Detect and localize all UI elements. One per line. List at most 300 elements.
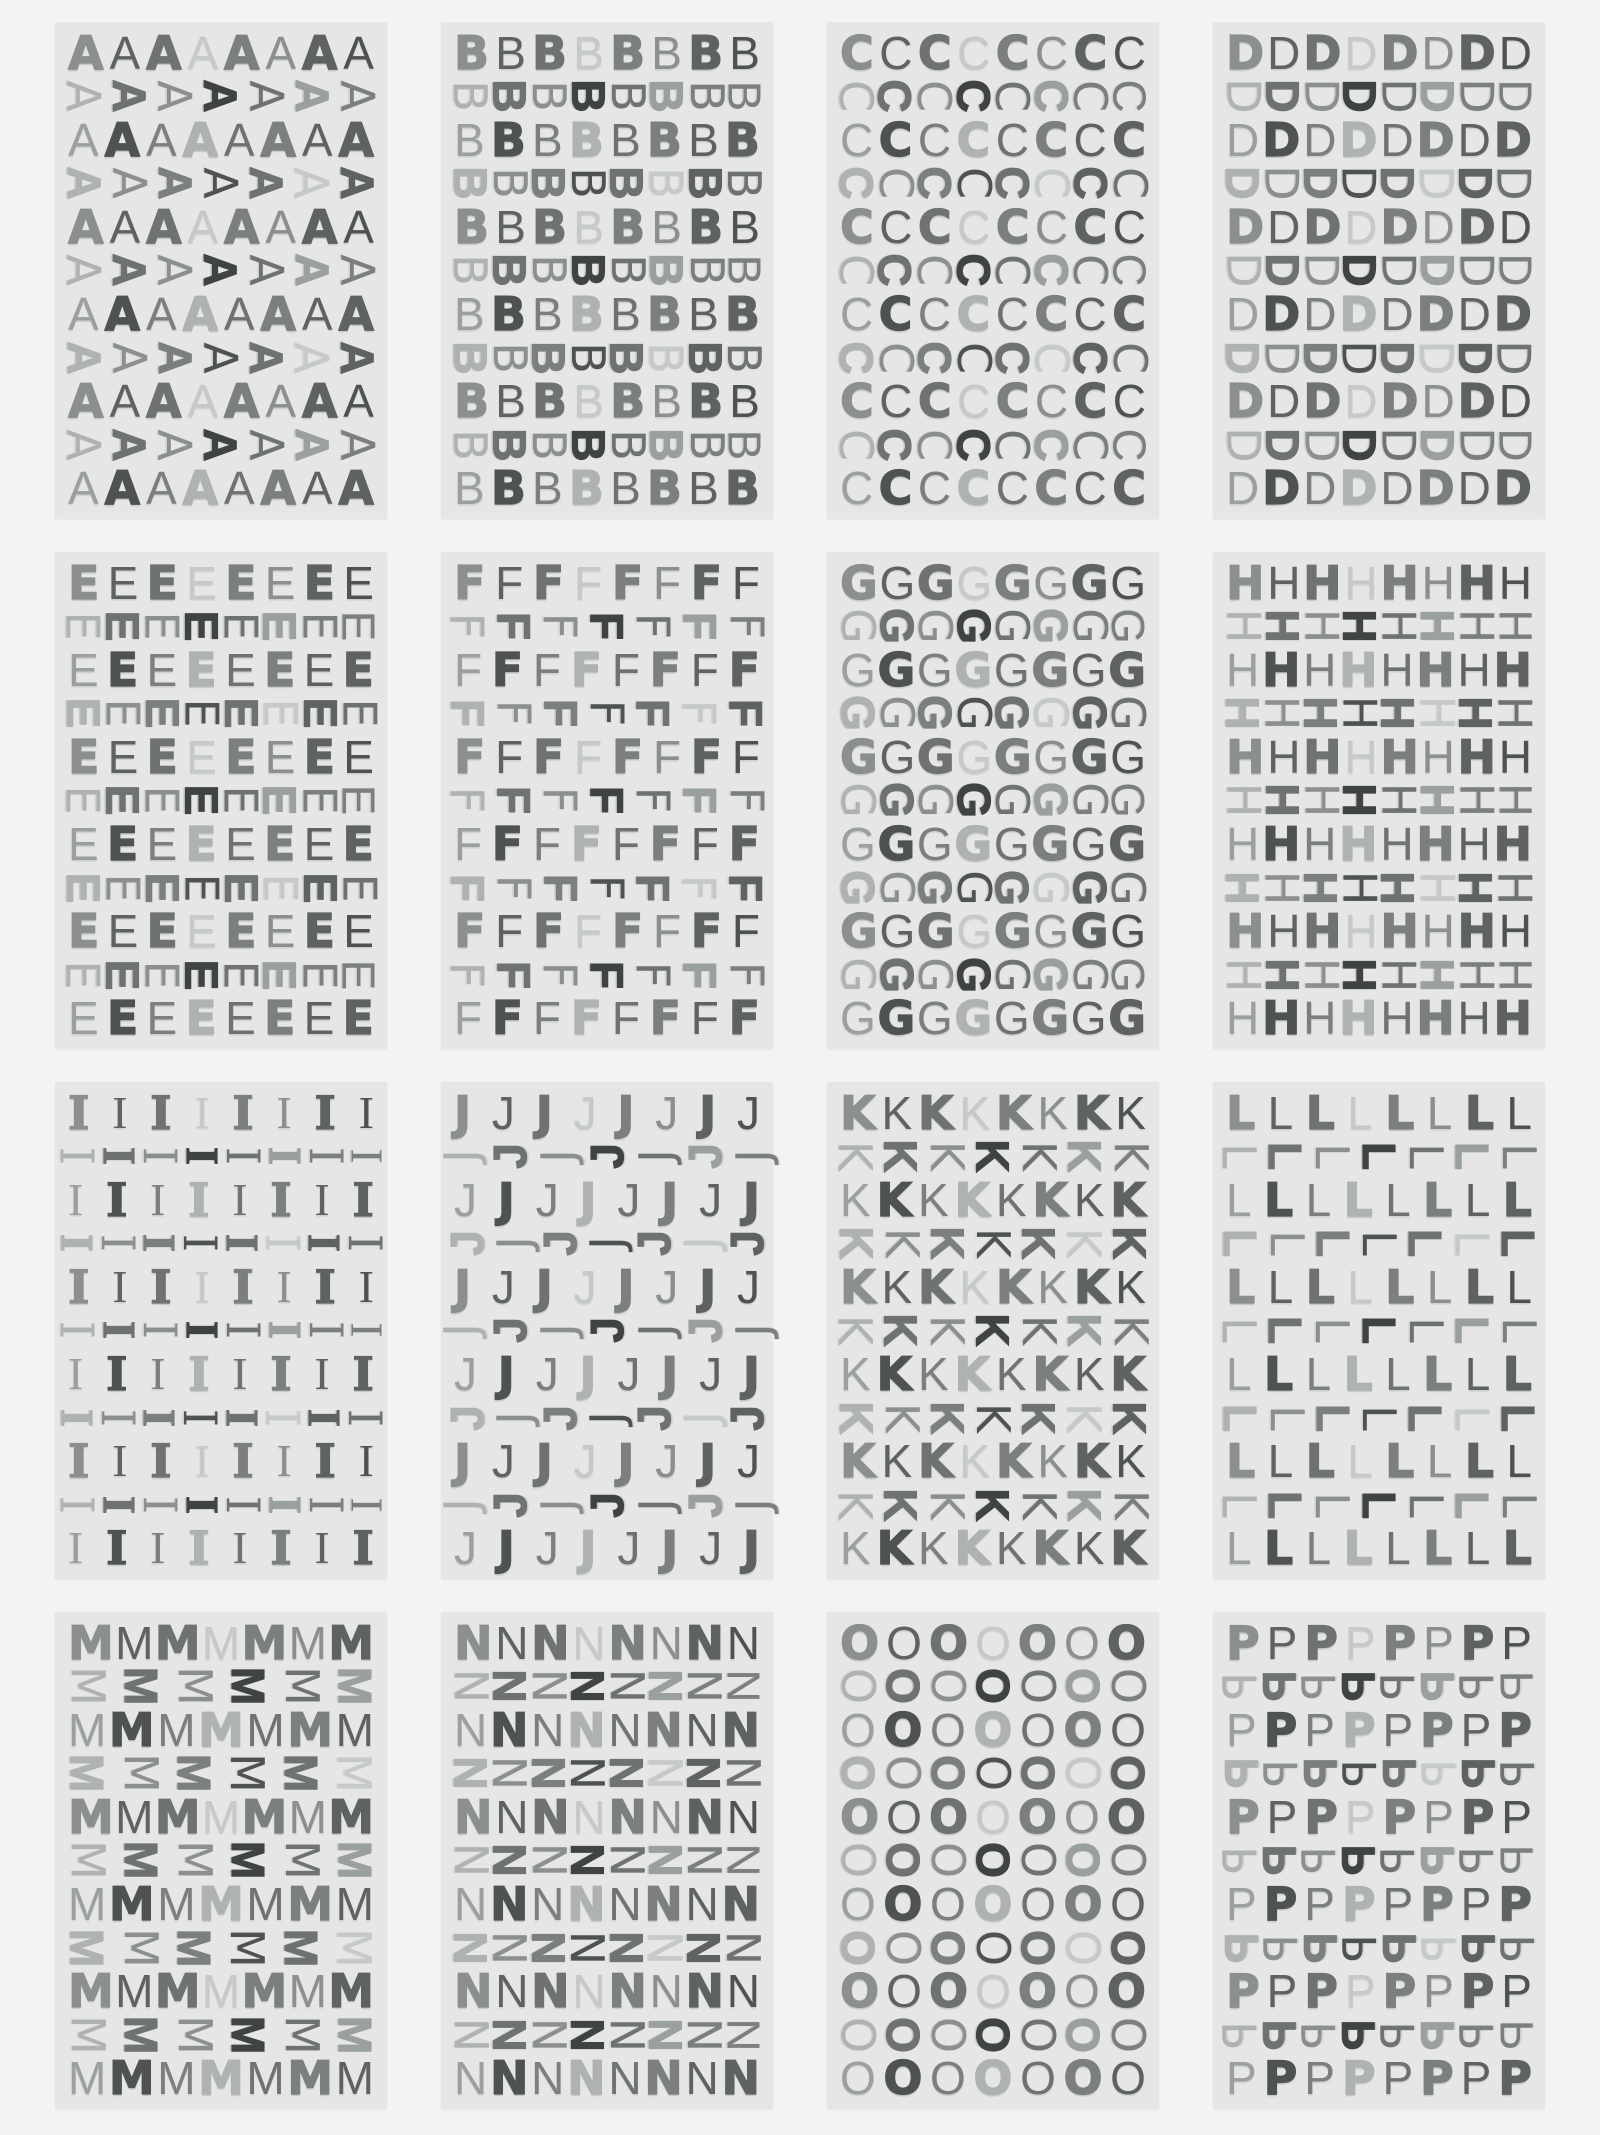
letter-glyph-G: G bbox=[869, 869, 924, 906]
upright-glyph-row bbox=[454, 555, 760, 610]
letter-glyph-E: E bbox=[95, 698, 150, 728]
letter-glyph-E: E bbox=[95, 785, 148, 816]
letter-glyph-K: K bbox=[954, 1521, 991, 1576]
letter-glyph-O: O bbox=[1064, 1616, 1100, 1669]
letter-glyph-N: N bbox=[677, 2017, 732, 2053]
letter-glyph-G: G bbox=[1070, 643, 1107, 696]
letter-glyph-C: C bbox=[985, 428, 1040, 461]
letter-glyph-F: F bbox=[570, 817, 603, 872]
letter-glyph-O: O bbox=[1056, 1755, 1111, 1792]
letter-glyph-J: J bbox=[699, 1085, 717, 1140]
letter-glyph-H: H bbox=[1449, 783, 1504, 818]
letter-glyph-N: N bbox=[522, 1756, 575, 1790]
letter-glyph-J: J bbox=[580, 1143, 633, 1169]
letter-glyph-A: A bbox=[343, 26, 374, 79]
letter-glyph-B: B bbox=[568, 112, 604, 167]
letter-glyph-I: I bbox=[314, 1522, 330, 1574]
letter-glyph-A: A bbox=[286, 428, 339, 462]
letter-glyph-K: K bbox=[966, 1488, 1019, 1522]
letter-glyph-L: L bbox=[1306, 1229, 1359, 1258]
letter-glyph-I: I bbox=[173, 1408, 228, 1427]
letter-glyph-C: C bbox=[840, 113, 874, 166]
letter-glyph-F: F bbox=[611, 555, 644, 610]
letter-glyph-G: G bbox=[879, 905, 916, 958]
letter-glyph-N: N bbox=[717, 2018, 770, 2052]
upright-glyph-row bbox=[840, 729, 1146, 784]
letter-glyph-O: O bbox=[973, 2051, 1013, 2106]
upright-glyph-row bbox=[68, 1085, 374, 1140]
letter-glyph-F: F bbox=[579, 874, 634, 901]
upright-glyph-row bbox=[1226, 112, 1532, 167]
letter-glyph-H: H bbox=[1261, 991, 1301, 1046]
letter-glyph-J: J bbox=[579, 1410, 634, 1425]
letter-glyph-N: N bbox=[521, 1668, 576, 1704]
letter-glyph-G: G bbox=[916, 818, 953, 871]
letter-glyph-J: J bbox=[454, 1173, 477, 1226]
letter-glyph-L: L bbox=[1426, 1435, 1453, 1488]
sticker-sheet-I bbox=[50, 1082, 393, 1579]
letter-glyph-F: F bbox=[495, 905, 524, 958]
letter-glyph-E: E bbox=[303, 992, 335, 1045]
letter-glyph-P: P bbox=[1226, 1615, 1260, 1670]
upright-glyph-row bbox=[68, 991, 374, 1046]
letter-glyph-A: A bbox=[301, 462, 333, 515]
letter-glyph-E: E bbox=[332, 610, 385, 642]
letter-glyph-N: N bbox=[637, 1756, 692, 1791]
letter-glyph-A: A bbox=[260, 112, 297, 167]
letter-glyph-L: L bbox=[1226, 1259, 1256, 1314]
letter-glyph-N: N bbox=[567, 2051, 606, 2106]
letter-glyph-J: J bbox=[699, 1348, 723, 1401]
letter-glyph-H: H bbox=[1216, 608, 1271, 644]
letter-glyph-O: O bbox=[877, 1668, 930, 1704]
letter-glyph-M: M bbox=[335, 2052, 374, 2105]
rotated-glyph-row bbox=[444, 1840, 770, 1881]
letter-glyph-G: G bbox=[916, 904, 955, 959]
letter-glyph-K: K bbox=[840, 1085, 876, 1140]
letter-glyph-L: L bbox=[1464, 1259, 1494, 1314]
letter-glyph-E: E bbox=[225, 992, 256, 1045]
letter-glyph-F: F bbox=[454, 555, 486, 610]
upright-glyph-row bbox=[840, 1259, 1146, 1314]
letter-glyph-M: M bbox=[241, 1789, 288, 1844]
letter-glyph-H: H bbox=[1411, 783, 1464, 818]
upright-glyph-row bbox=[840, 1789, 1146, 1844]
letter-glyph-F: F bbox=[574, 556, 603, 609]
letter-glyph-G: G bbox=[986, 869, 1039, 906]
letter-glyph-M: M bbox=[328, 2015, 381, 2055]
letter-glyph-E: E bbox=[136, 872, 189, 903]
upright-glyph-row bbox=[840, 817, 1146, 872]
letter-glyph-E: E bbox=[174, 610, 227, 642]
letter-glyph-O: O bbox=[930, 1878, 966, 1931]
letter-glyph-E: E bbox=[106, 817, 139, 872]
upright-glyph-row bbox=[454, 1172, 760, 1227]
upright-glyph-row bbox=[1226, 1347, 1532, 1402]
letter-glyph-A: A bbox=[56, 429, 111, 461]
letter-glyph-I: I bbox=[352, 1172, 374, 1227]
letter-glyph-D: D bbox=[1303, 113, 1337, 166]
letter-glyph-B: B bbox=[679, 341, 732, 375]
letter-glyph-H: H bbox=[1493, 991, 1532, 1046]
letter-glyph-O: O bbox=[1064, 1790, 1100, 1843]
letter-glyph-L: L bbox=[1226, 1434, 1256, 1489]
letter-glyph-C: C bbox=[986, 341, 1039, 375]
rotated-glyph-row bbox=[440, 1397, 774, 1438]
letter-glyph-E: E bbox=[292, 611, 347, 641]
letter-glyph-H: H bbox=[1421, 556, 1455, 609]
letter-glyph-B: B bbox=[483, 79, 536, 113]
letter-glyph-K: K bbox=[920, 1315, 975, 1346]
letter-glyph-F: F bbox=[674, 612, 727, 641]
letter-glyph-D: D bbox=[1226, 288, 1260, 341]
letter-glyph-J: J bbox=[535, 1173, 559, 1226]
letter-glyph-N: N bbox=[495, 1616, 529, 1669]
letter-glyph-H: H bbox=[1254, 870, 1309, 905]
letter-glyph-F: F bbox=[532, 818, 562, 871]
letter-glyph-G: G bbox=[870, 956, 923, 993]
upright-glyph-row bbox=[454, 991, 760, 1046]
upright-glyph-row bbox=[840, 904, 1146, 959]
letter-glyph-F: F bbox=[454, 992, 483, 1045]
letter-glyph-A: A bbox=[145, 199, 182, 254]
letter-glyph-G: G bbox=[909, 869, 962, 906]
letter-glyph-G: G bbox=[1110, 556, 1146, 609]
letter-glyph-H: H bbox=[1294, 783, 1349, 818]
upright-glyph-row bbox=[1226, 199, 1532, 254]
letter-glyph-H: H bbox=[1371, 608, 1426, 644]
letter-glyph-O: O bbox=[1017, 1789, 1058, 1844]
letter-glyph-F: F bbox=[690, 643, 719, 696]
letter-glyph-B: B bbox=[679, 80, 734, 112]
letter-glyph-L: L bbox=[1464, 1085, 1494, 1140]
letter-glyph-M: M bbox=[154, 1964, 201, 2019]
letter-glyph-K: K bbox=[881, 1435, 913, 1488]
letter-glyph-K: K bbox=[1073, 1434, 1110, 1489]
rotated-glyph-row bbox=[60, 1666, 381, 1707]
letter-glyph-L: L bbox=[1464, 1434, 1494, 1489]
letter-glyph-K: K bbox=[828, 1315, 883, 1346]
letter-glyph-F: F bbox=[719, 699, 772, 728]
letter-glyph-L: L bbox=[1259, 1404, 1314, 1431]
letter-glyph-N: N bbox=[726, 1965, 760, 2018]
letter-glyph-P: P bbox=[1291, 1846, 1346, 1875]
letter-glyph-I: I bbox=[68, 1348, 84, 1400]
letter-glyph-J: J bbox=[726, 1498, 781, 1512]
letter-glyph-E: E bbox=[253, 873, 308, 903]
upright-glyph-row bbox=[68, 1877, 374, 1932]
letter-glyph-C: C bbox=[1034, 26, 1069, 79]
letter-glyph-B: B bbox=[454, 374, 490, 429]
letter-glyph-L: L bbox=[1492, 1492, 1547, 1518]
letter-glyph-F: F bbox=[674, 960, 727, 989]
letter-glyph-D: D bbox=[1256, 79, 1309, 113]
letter-glyph-P: P bbox=[1266, 1616, 1298, 1669]
letter-glyph-K: K bbox=[995, 1173, 1027, 1226]
letter-glyph-G: G bbox=[1070, 992, 1107, 1045]
letter-glyph-D: D bbox=[1303, 288, 1337, 341]
letter-glyph-P: P bbox=[1420, 1877, 1454, 1932]
letter-glyph-O: O bbox=[921, 1929, 974, 1966]
letter-glyph-O: O bbox=[1056, 1929, 1111, 1966]
letter-glyph-J: J bbox=[742, 1347, 760, 1402]
letter-glyph-G: G bbox=[986, 695, 1039, 732]
letter-glyph-A: A bbox=[68, 25, 104, 80]
letter-glyph-K: K bbox=[995, 1259, 1032, 1314]
letter-glyph-L: L bbox=[1347, 1260, 1373, 1313]
letter-glyph-F: F bbox=[690, 992, 719, 1045]
letter-glyph-E: E bbox=[55, 785, 110, 816]
upright-glyph-row bbox=[454, 904, 760, 959]
letter-glyph-F: F bbox=[690, 904, 723, 959]
letter-glyph-I: I bbox=[176, 1321, 228, 1340]
letter-glyph-H: H bbox=[1498, 556, 1532, 609]
letter-glyph-E: E bbox=[342, 991, 374, 1046]
rotated-glyph-row bbox=[444, 163, 772, 204]
rotated-glyph-row bbox=[1216, 250, 1542, 291]
letter-glyph-I: I bbox=[68, 1259, 90, 1314]
letter-glyph-F: F bbox=[495, 730, 524, 783]
letter-glyph-G: G bbox=[916, 555, 955, 610]
letter-glyph-H: H bbox=[1371, 957, 1426, 993]
rotated-glyph-row bbox=[1216, 780, 1542, 821]
upright-glyph-row bbox=[454, 1521, 760, 1576]
letter-glyph-I: I bbox=[259, 1495, 311, 1514]
letter-glyph-B: B bbox=[532, 462, 563, 515]
letter-glyph-D: D bbox=[1254, 339, 1309, 376]
letter-glyph-I: I bbox=[276, 1435, 292, 1487]
letter-glyph-C: C bbox=[946, 341, 1001, 374]
letter-glyph-G: G bbox=[1110, 905, 1146, 958]
letter-glyph-H: H bbox=[1457, 818, 1491, 871]
letter-glyph-A: A bbox=[145, 288, 177, 341]
letter-glyph-J: J bbox=[617, 1085, 635, 1140]
letter-glyph-D: D bbox=[1216, 252, 1271, 289]
upright-glyph-row bbox=[1226, 1085, 1532, 1140]
letter-glyph-O: O bbox=[975, 1616, 1011, 1669]
letter-glyph-F: F bbox=[627, 699, 680, 728]
letter-glyph-A: A bbox=[223, 199, 260, 254]
letter-glyph-H: H bbox=[1409, 695, 1464, 731]
letter-glyph-L: L bbox=[1343, 1347, 1373, 1402]
letter-glyph-B: B bbox=[442, 254, 497, 287]
letter-glyph-F: F bbox=[611, 992, 640, 1045]
letter-glyph-H: H bbox=[1409, 870, 1464, 905]
letter-glyph-I: I bbox=[270, 1347, 292, 1402]
letter-glyph-N: N bbox=[685, 1615, 725, 1670]
letter-glyph-P: P bbox=[1341, 1877, 1376, 1932]
letter-glyph-D: D bbox=[1487, 339, 1542, 376]
letter-glyph-J: J bbox=[535, 1348, 559, 1401]
letter-glyph-C: C bbox=[1073, 374, 1108, 429]
letter-glyph-L: L bbox=[1211, 1492, 1266, 1518]
rotated-glyph-row bbox=[1216, 424, 1542, 465]
letter-glyph-P: P bbox=[1226, 1964, 1260, 2019]
letter-glyph-I: I bbox=[105, 1172, 128, 1227]
letter-glyph-A: A bbox=[68, 288, 99, 341]
letter-glyph-A: A bbox=[103, 253, 156, 288]
letter-glyph-E: E bbox=[225, 729, 257, 784]
letter-glyph-B: B bbox=[646, 112, 682, 167]
letter-glyph-G: G bbox=[1023, 869, 1078, 906]
letter-glyph-D: D bbox=[1411, 79, 1464, 113]
letter-glyph-I: I bbox=[352, 1521, 374, 1576]
letter-glyph-H: H bbox=[1489, 609, 1542, 643]
upright-glyph-row bbox=[840, 374, 1146, 429]
letter-glyph-I: I bbox=[134, 1408, 186, 1427]
letter-glyph-L: L bbox=[1423, 1347, 1453, 1402]
letter-glyph-K: K bbox=[1032, 1521, 1069, 1576]
letter-glyph-O: O bbox=[1102, 1929, 1155, 1966]
letter-glyph-L: L bbox=[1305, 1259, 1335, 1314]
letter-glyph-I: I bbox=[232, 1173, 248, 1225]
letter-glyph-I: I bbox=[352, 1347, 374, 1402]
letter-glyph-E: E bbox=[343, 556, 374, 609]
letter-glyph-J: J bbox=[742, 1521, 760, 1576]
letter-glyph-N: N bbox=[489, 2051, 529, 2106]
letter-glyph-E: E bbox=[215, 697, 268, 729]
upright-glyph-row bbox=[1226, 1172, 1532, 1227]
rotated-glyph-row bbox=[1216, 693, 1542, 734]
letter-glyph-P: P bbox=[1382, 1703, 1414, 1756]
letter-glyph-H: H bbox=[1216, 783, 1271, 818]
letter-glyph-O: O bbox=[840, 1615, 880, 1670]
letter-glyph-O: O bbox=[1110, 1703, 1146, 1756]
letter-glyph-E: E bbox=[264, 730, 296, 783]
letter-glyph-K: K bbox=[1073, 1173, 1105, 1226]
letter-glyph-C: C bbox=[1034, 375, 1069, 428]
letter-glyph-J: J bbox=[491, 1435, 515, 1488]
letter-glyph-P: P bbox=[1253, 2019, 1306, 2051]
letter-glyph-B: B bbox=[573, 375, 604, 428]
letter-glyph-C: C bbox=[1024, 167, 1079, 200]
rotated-glyph-row bbox=[61, 1753, 382, 1794]
letter-glyph-C: C bbox=[879, 375, 913, 428]
letter-glyph-O: O bbox=[928, 1615, 969, 1670]
letter-glyph-P: P bbox=[1373, 1932, 1426, 1963]
letter-glyph-K: K bbox=[1056, 1402, 1111, 1433]
letter-glyph-A: A bbox=[187, 375, 219, 428]
sticker-sheet-M bbox=[55, 1612, 387, 2109]
letter-glyph-K: K bbox=[1115, 1086, 1146, 1139]
letter-glyph-J: J bbox=[483, 1492, 536, 1518]
letter-glyph-G: G bbox=[1062, 608, 1117, 644]
letter-glyph-K: K bbox=[917, 1348, 949, 1401]
letter-glyph-D: D bbox=[1380, 113, 1414, 166]
upright-glyph-row bbox=[1226, 1964, 1532, 2019]
letter-glyph-P: P bbox=[1450, 1672, 1505, 1700]
letter-glyph-B: B bbox=[454, 199, 490, 254]
upright-glyph-row bbox=[454, 1789, 760, 1844]
letter-glyph-G: G bbox=[840, 729, 878, 784]
letter-glyph-K: K bbox=[1115, 1260, 1146, 1313]
letter-glyph-L: L bbox=[1259, 1316, 1312, 1345]
letter-glyph-O: O bbox=[840, 1878, 876, 1931]
letter-glyph-A: A bbox=[109, 200, 141, 253]
letter-glyph-A: A bbox=[194, 253, 247, 288]
letter-glyph-F: F bbox=[532, 729, 565, 784]
letter-glyph-D: D bbox=[1411, 428, 1464, 462]
letter-glyph-N: N bbox=[521, 2017, 576, 2053]
letter-glyph-N: N bbox=[572, 1616, 606, 1669]
letter-glyph-N: N bbox=[717, 1843, 770, 1878]
letter-glyph-J: J bbox=[454, 1348, 477, 1401]
letter-glyph-P: P bbox=[1304, 1878, 1335, 1931]
letter-glyph-I: I bbox=[341, 1322, 393, 1339]
letter-glyph-J: J bbox=[483, 1317, 536, 1344]
letter-glyph-J: J bbox=[497, 1172, 515, 1227]
letter-glyph-F: F bbox=[491, 817, 524, 872]
letter-glyph-P: P bbox=[1263, 2051, 1298, 2106]
letter-glyph-A: A bbox=[148, 429, 203, 461]
letter-glyph-D: D bbox=[1498, 26, 1532, 79]
sticker-sheet-N bbox=[441, 1612, 773, 2109]
letter-glyph-O: O bbox=[928, 1789, 969, 1844]
letter-glyph-J: J bbox=[742, 1172, 760, 1227]
letter-glyph-C: C bbox=[878, 461, 913, 516]
letter-glyph-B: B bbox=[718, 80, 771, 112]
letter-glyph-C: C bbox=[995, 199, 1030, 254]
letter-glyph-K: K bbox=[1012, 1226, 1065, 1260]
letter-glyph-G: G bbox=[956, 905, 993, 958]
letter-glyph-G: G bbox=[993, 904, 1032, 959]
upright-glyph-row bbox=[68, 1789, 374, 1844]
letter-glyph-A: A bbox=[104, 112, 141, 167]
letter-glyph-J: J bbox=[531, 1149, 586, 1163]
letter-glyph-H: H bbox=[1216, 871, 1269, 905]
letter-glyph-B: B bbox=[562, 428, 615, 462]
letter-glyph-G: G bbox=[830, 957, 885, 993]
letter-glyph-E: E bbox=[68, 904, 100, 959]
letter-glyph-M: M bbox=[167, 1928, 220, 1967]
letter-glyph-B: B bbox=[444, 341, 497, 375]
letter-glyph-A: A bbox=[58, 341, 111, 375]
letter-glyph-A: A bbox=[103, 428, 156, 462]
letter-glyph-G: G bbox=[909, 695, 962, 732]
letter-glyph-A: A bbox=[239, 80, 294, 112]
letter-glyph-C: C bbox=[1034, 200, 1069, 253]
letter-glyph-O: O bbox=[840, 1789, 880, 1844]
letter-glyph-F: F bbox=[579, 700, 634, 727]
letter-glyph-N: N bbox=[444, 1843, 499, 1878]
letter-glyph-L: L bbox=[1444, 1230, 1499, 1257]
letter-glyph-D: D bbox=[1216, 427, 1271, 463]
rotated-glyph-row bbox=[55, 606, 385, 647]
letter-glyph-C: C bbox=[1103, 428, 1156, 462]
letter-glyph-L: L bbox=[1267, 1435, 1294, 1488]
letter-glyph-I: I bbox=[93, 1147, 145, 1166]
letter-glyph-J: J bbox=[617, 1522, 641, 1575]
letter-glyph-D: D bbox=[1344, 26, 1378, 79]
letter-glyph-O: O bbox=[1012, 1755, 1065, 1792]
letter-glyph-K: K bbox=[1012, 1401, 1065, 1435]
letter-glyph-H: H bbox=[1332, 870, 1387, 905]
letter-glyph-F: F bbox=[690, 729, 723, 784]
rotated-glyph-row bbox=[831, 1840, 1155, 1881]
letter-glyph-I: I bbox=[150, 1173, 166, 1225]
upright-glyph-row bbox=[454, 642, 760, 697]
letter-glyph-E: E bbox=[303, 904, 336, 959]
letter-glyph-N: N bbox=[482, 1756, 537, 1791]
letter-glyph-K: K bbox=[1115, 1435, 1146, 1488]
sticker-sheet-C bbox=[827, 22, 1159, 519]
letter-glyph-P: P bbox=[1304, 1703, 1335, 1756]
letter-glyph-P: P bbox=[1460, 2052, 1492, 2105]
letter-glyph-K: K bbox=[995, 1085, 1032, 1140]
letter-glyph-H: H bbox=[1493, 642, 1532, 697]
letter-glyph-C: C bbox=[1073, 462, 1107, 515]
upright-glyph-row bbox=[1226, 555, 1532, 610]
